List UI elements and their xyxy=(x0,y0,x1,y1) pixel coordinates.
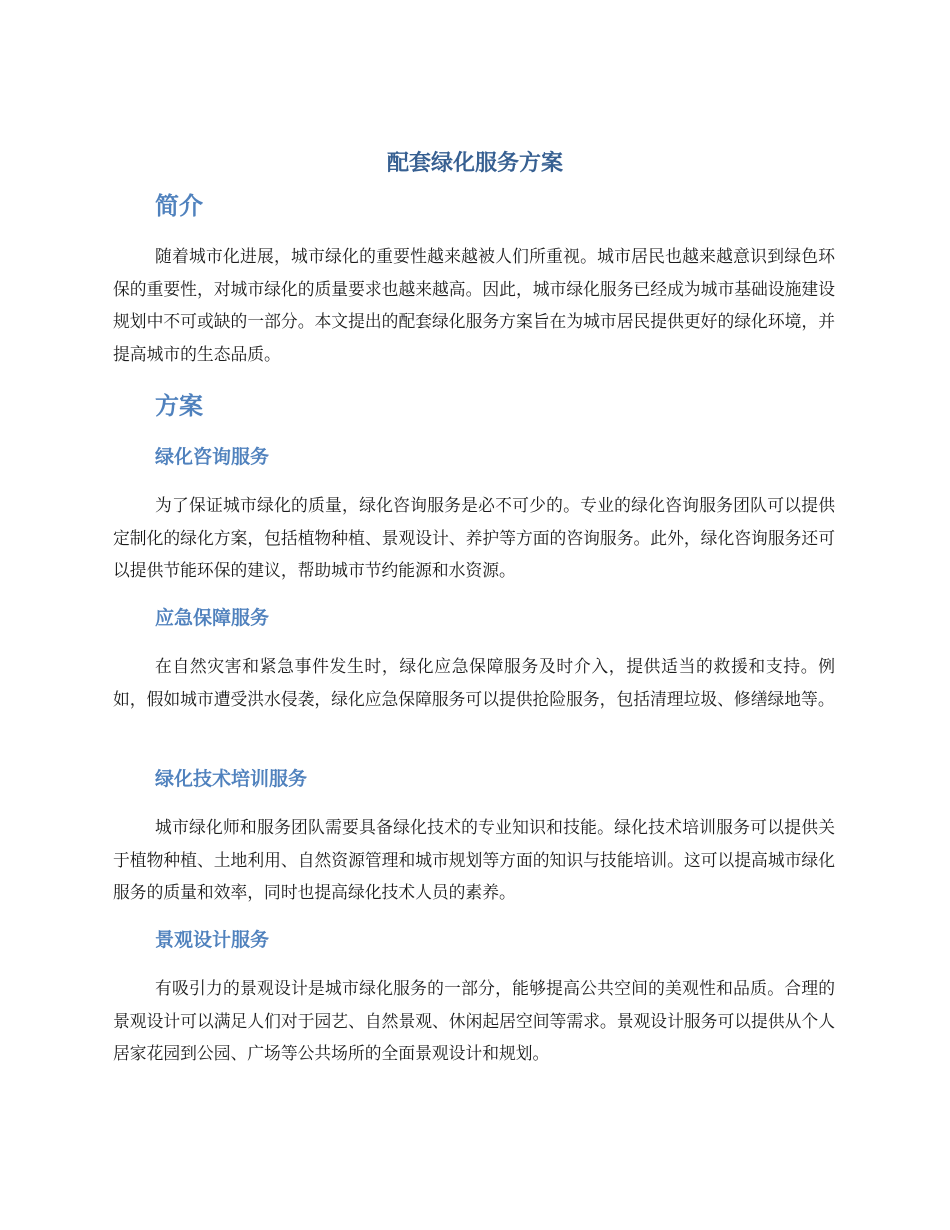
document-title: 配套绿化服务方案 xyxy=(386,151,563,176)
section-paragraph-landscape: 有吸引力的景观设计是城市绿化服务的一部分，能够提高公共空间的美观性和品质。合理的景观设计可以满足人们对于园艺、自然景观、休闲起居空间等需求。景观设计服务可以提供从个人居家花园到公园、广场等公共场所的全面景观设计和规划。 xyxy=(113,978,835,1063)
intro-heading: 简介 xyxy=(155,192,203,220)
intro-paragraph: 随着城市化进展，城市绿化的重要性越来越被人们所重视。城市居民也越来越意识到绿色环保的重要性，对城市绿化的质量要求也越来越高。因此，城市绿化服务已经成为城市基础设施建设规划中不可或缺的一部分。本文提出的配套绿化服务方案旨在为城市居民提供更好的绿化环境，并提高城市的生态品质。 xyxy=(113,246,835,364)
section-paragraph-emergency: 在自然灾害和紧急事件发生时，绿化应急保障服务及时介入，提供适当的救援和支持。例如，假如城市遭受洪水侵袭，绿化应急保障服务可以提供抢险服务，包括清理垃圾、修缮绿地等。 xyxy=(113,656,835,709)
section-paragraph-consulting: 为了保证城市绿化的质量，绿化咨询服务是必不可少的。专业的绿化咨询服务团队可以提供定制化的绿化方案，包括植物种植、景观设计、养护等方面的咨询服务。此外，绿化咨询服务还可以提供节能环保的建议，帮助城市节约能源和水资源。 xyxy=(113,495,835,580)
section-heading-emergency: 应急保障服务 xyxy=(155,607,270,629)
plan-heading: 方案 xyxy=(155,392,203,420)
section-heading-consulting: 绿化咨询服务 xyxy=(155,446,270,468)
section-heading-landscape: 景观设计服务 xyxy=(155,929,270,951)
section-heading-training: 绿化技术培训服务 xyxy=(155,768,308,790)
section-paragraph-training: 城市绿化师和服务团队需要具备绿化技术的专业知识和技能。绿化技术培训服务可以提供关于植物种植、土地利用、自然资源管理和城市规划等方面的知识与技能培训。这可以提高城市绿化服务的质量和效率，同时也提高绿化技术人员的素养。 xyxy=(113,817,835,902)
